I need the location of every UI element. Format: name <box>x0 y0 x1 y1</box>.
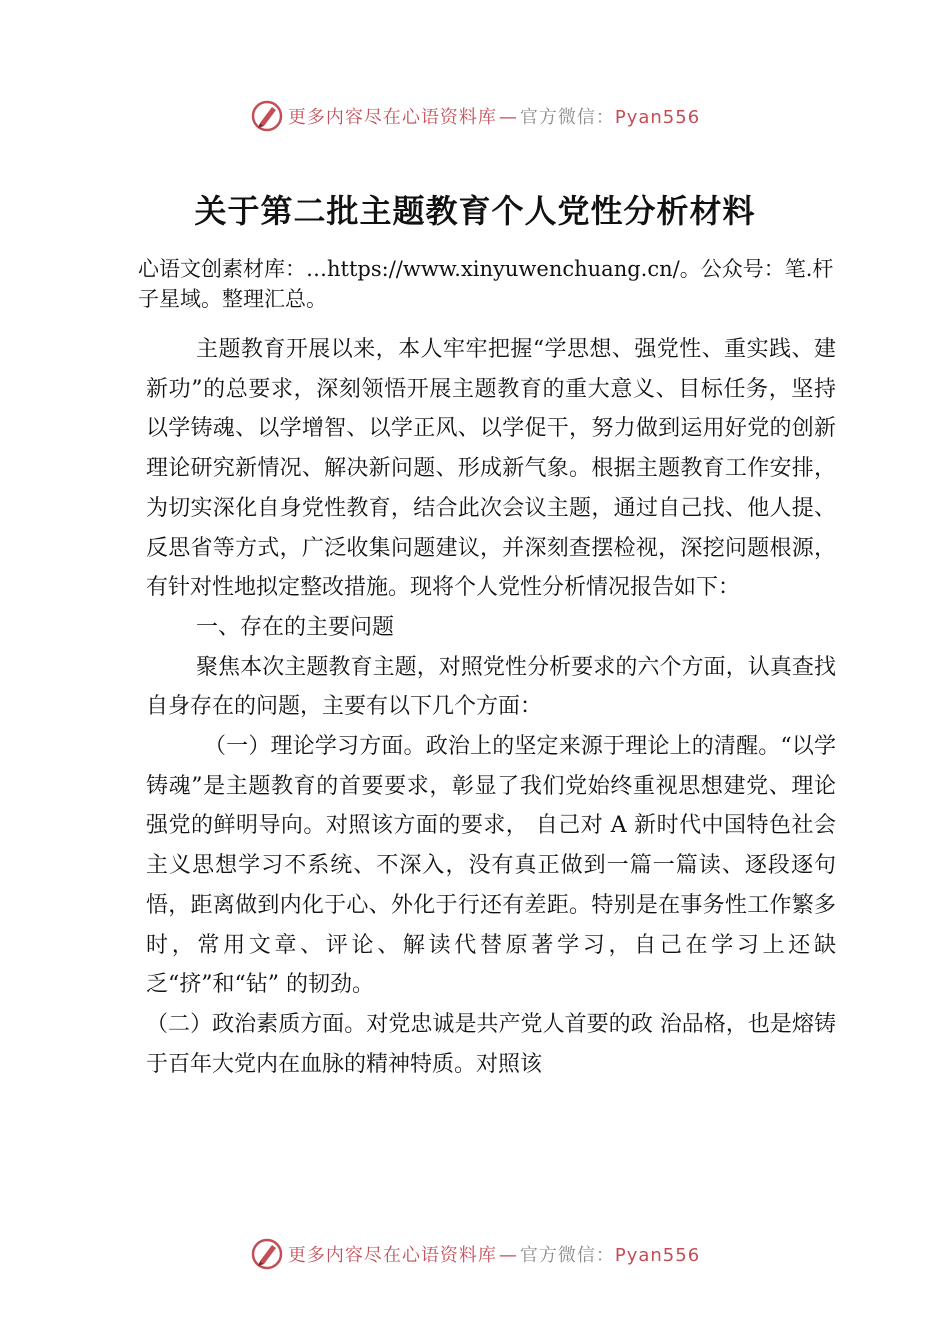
watermark-site: 更多内容尽在心语资料库 <box>287 107 497 128</box>
body-paragraph-theory: （一）理论学习方面。政治上的坚定来源于理论上的清醒。“以学铸魂”是主题教育的首要要求，彰显了我们党始终重视思想建党、理论强党的鲜明导向。对照该方面的要求， 自己对 A 新时代中国特色社会主义思想学习不系统、不深入，没有真正做到一篇一篇读、逐段逐句悟，距离做到内化于心、外化于行还有差距。特别是在事务性工作繁多时，常用文章、评论、解读代替原著学习，自己在学习上还缺乏“挤”和“钻” 的韧劲。 <box>146 734 836 998</box>
body-paragraph-politics: （二）政治素质方面。对党忠诚是共产党人首要的政 治品格，也是熔铸于百年大党内在血脉的精神特质。对照该 <box>146 1011 836 1077</box>
document-body <box>146 330 836 1084</box>
body-paragraph-intro: 主题教育开展以来，本人牢牢把握“学思想、强党性、重实践、建新功”的总要求，深刻领悟开展主题教育的重大意义、目标任务，坚持以学铸魂、以学增智、以学正风、以学促干，努力做到运用好党的创新理论研究新情况、解决新问题、形成新气象。根据主题教育工作安排，为切实深化自身党性教育，结合此次会议主题，通过自己找、他人提、反思省等方式，广泛收集问题建议，并深刻查摆检视，深挖问题根源，有针对性地拟定整改措施。现将个人党性分析情况报告如下： <box>146 337 836 601</box>
watermark-text <box>288 103 700 129</box>
watermark-site: 更多内容尽在心语资料库 <box>287 1245 497 1266</box>
watermark-wechat-label: 官方微信： <box>519 1245 615 1266</box>
document-title: 关于第二批主题教育个人党性分析材料 <box>194 192 756 230</box>
pen-logo-icon <box>250 1237 284 1271</box>
watermark-dash: — <box>498 1245 518 1266</box>
body-paragraph-focus: 聚焦本次主题教育主题，对照党性分析要求的六个方面，认真查找自身存在的问题，主要有以下几个方面： <box>146 654 836 720</box>
footer-watermark-banner <box>0 1234 950 1274</box>
watermark-wechat-label: 官方微信： <box>519 107 615 128</box>
pen-logo-icon <box>250 99 284 133</box>
source-note: 心语文创素材库：…https://www.xinyuwenchuang.cn/。公众号：笔.杆子星域。整理汇总。 <box>138 257 834 311</box>
section-heading-problems: 一、存在的主要问题 <box>196 614 395 640</box>
watermark-wechat-id: Pyan556 <box>614 1245 701 1266</box>
header-watermark-banner <box>0 96 950 136</box>
watermark-dash: — <box>498 107 518 128</box>
watermark-wechat-id: Pyan556 <box>614 107 701 128</box>
watermark-text <box>288 1241 700 1267</box>
